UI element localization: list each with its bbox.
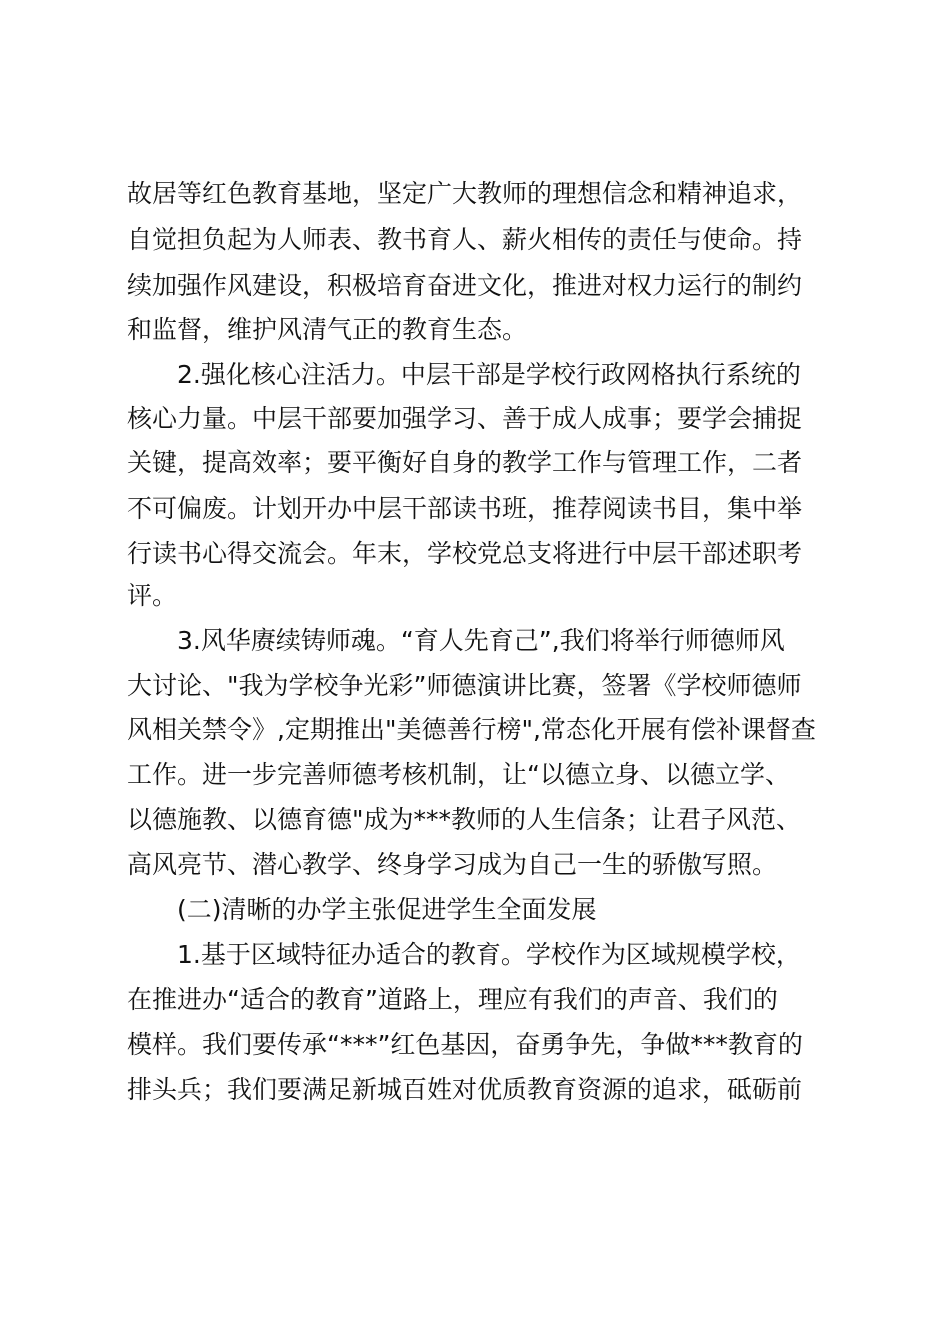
body-text-line: 故居等红色教育基地，坚定广大教师的理想信念和精神追求， — [127, 179, 803, 208]
body-text-line: 大讨论、"我为学校争光彩”师德演讲比赛，签署《学校师德师 — [127, 671, 802, 700]
body-text-line: 关键，提高效率；要平衡好自身的教学工作与管理工作，二者 — [127, 448, 803, 477]
paragraph-heading-line: 2.强化核心注活力。中层干部是学校行政网格执行系统的 — [177, 360, 801, 389]
body-text-line: 在推进办“适合的教育”道路上，理应有我们的声音、我们的 — [127, 985, 778, 1014]
body-text-line: 以德施教、以德育德"成为***教师的人生信条；让君子风范、 — [127, 805, 802, 834]
body-text-line: 工作。进一步完善师德考核机制，让“以德立身、以德立学、 — [127, 760, 790, 789]
body-text-line: 和监督，维护风清气正的教育生态。 — [127, 315, 528, 344]
body-text-line: 评。 — [127, 581, 178, 610]
body-text-line: 行读书心得交流会。年末，学校党总支将进行中层干部述职考 — [127, 539, 803, 568]
paragraph-heading-line: 3.风华赓续铸师魂。“育人先育己”,我们将举行师德师风 — [177, 626, 785, 655]
body-text-line: 自觉担负起为人师表、教书育人、薪火相传的责任与使命。持 — [127, 225, 803, 254]
body-text-line: 高风亮节、潜心教学、终身学习成为自己一生的骄傲写照。 — [127, 850, 778, 879]
body-text-line: 风相关禁令》,定期推出"美德善行榜",常态化开展有偿补课督查 — [127, 715, 816, 744]
body-text-line: 排头兵；我们要满足新城百姓对优质教育资源的追求，砥砺前 — [127, 1075, 803, 1104]
body-text-line: 不可偏废。计划开办中层干部读书班，推荐阅读书目，集中举 — [127, 494, 803, 523]
body-text-line: 模样。我们要传承“***”红色基因，奋勇争先，争做***教育的 — [127, 1030, 803, 1059]
body-text-line: 核心力量。中层干部要加强学习、善于成人成事；要学会捕捉 — [127, 404, 803, 433]
section-heading: (二)清晰的办学主张促进学生全面发展 — [177, 895, 597, 924]
body-text-line: 续加强作风建设，积极培育奋进文化，推进对权力运行的制约 — [127, 271, 803, 300]
paragraph-heading-line: 1.基于区域特征办适合的教育。学校作为区域规模学校， — [177, 940, 801, 969]
